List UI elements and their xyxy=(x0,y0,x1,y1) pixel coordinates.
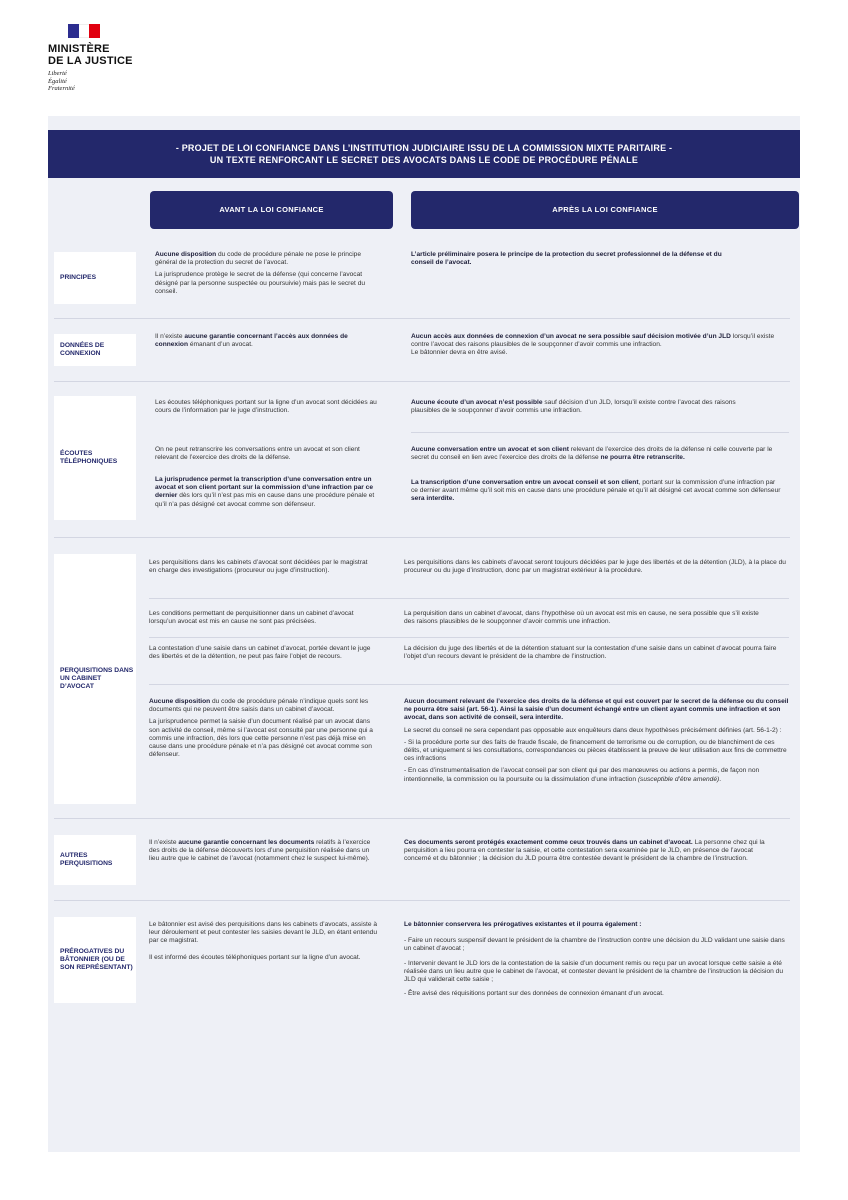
perquisitions-before-2: Les conditions permettant de perquisitionner dans un cabinet d’avocat lorsqu’un avocat est mis en cause ne sont pas précisées. xyxy=(149,610,354,626)
sub-divider xyxy=(149,684,789,685)
document-title-banner: - PROJET DE LOI CONFIANCE DANS L’INSTITUTION JUDICIAIRE ISSU DE LA COMMISSION MIXTE PARITAIRE - UN TEXTE RENFORCANT LE SECRET DES AVOCATS DANS LE CODE DE PROCÉDURE PÉNALE xyxy=(48,130,800,178)
republic-motto: Liberté Égalité Fraternité xyxy=(48,70,75,92)
ecoutes-before-2: On ne peut retranscrire les conversations entre un avocat et son client relevant de l’exercice des droits de la défense. xyxy=(155,446,360,462)
batonnier-before: Le bâtonnier est avisé des perquisitions dans les cabinets d’avocats, assiste à leur déroulement et peut contester les saisies devant le JLD, en étant entendu par ce magistrat. Il est informé des écoutes téléphoniques portant sur la ligne d’un avocat. xyxy=(149,921,377,961)
perquisitions-before-1: Les perquisitions dans les cabinets d’avocat sont décidées par le magistrat en charge des investigations (procureur ou juge d’instruction). xyxy=(149,559,368,575)
perquisitions-before-3: La contestation d’une saisie dans un cabinet d’avocat, portée devant le juge des libertés et de la détention, ne peut pas faire l’objet de recours. xyxy=(149,645,371,661)
row-divider xyxy=(54,900,790,901)
ecoutes-after-1: Aucune écoute d’un avocat n’est possible sauf décision d’un JLD, lorsqu’il existe contre l’avocat des raisons plausibles de le soupçonner d’avoir commis une infraction. xyxy=(411,399,736,415)
row-label-autres-perquisitions: AUTRES PERQUISITIONS xyxy=(54,835,136,885)
perquisitions-after-2: La perquisition dans un cabinet d’avocat, dans l’hypothèse où un avocat est mis en cause, ne sera possible que s’il existe des raisons plausibles de le soupçonner d’avoir commis une infraction. xyxy=(404,610,759,626)
perquisitions-after-1: Les perquisitions dans les cabinets d’avocat seront toujours décidées par le juge des libertés et de la détention (JLD), à la place du procureur ou du juge d’instruction, donc par un magistrat extérieur à la procédure. xyxy=(404,559,786,575)
ministry-logo xyxy=(48,24,158,93)
column-header-before: AVANT LA LOI CONFIANCE xyxy=(150,191,393,229)
row-label-ecoutes: ÉCOUTES TÉLÉPHONIQUES xyxy=(54,396,136,520)
row-divider xyxy=(54,381,790,382)
ecoutes-after-3: La transcription d’une conversation entre un avocat conseil et son client, portant sur la commission d’une infraction par ce dernier avant même qu’il soit mis en cause dans une procédure pénale et qu’il ait désigné cet avocat comme son défenseur sera interdite. xyxy=(411,479,781,503)
perquisitions-before-4: Aucune disposition du code de procédure pénale n’indique quels sont les documents qui ne peuvent être saisis dans un cabinet d’avocat. La jurisprudence permet la saisie d’un document réalisé par un avocat dans son activité de conseil, même si l’avocat est consulté par une personne qui a commis une infraction, dès lors que cette personne n’est pas déjà mise en cause dans une procédure pénale et n’a pas désigné cet avocat comme son défenseur. xyxy=(149,698,373,759)
sub-divider xyxy=(149,637,789,638)
ecoutes-after-2: Aucune conversation entre un avocat et son client relevant de l’exercice des droits de la défense ni celle couverte par le secret du conseil en lien avec l’exercice des droits de la défense ne pourra être retranscrite. xyxy=(411,446,773,462)
ministry-name: MINISTÈRE DE LA JUSTICE xyxy=(48,43,133,67)
row-divider xyxy=(54,318,790,319)
sub-divider xyxy=(149,598,789,599)
perquisitions-after-3: La décision du juge des libertés et de la détention statuant sur la contestation d’une saisie dans un cabinet d’avocat pourra faire l’objet d’un recours devant le président de la chambre de l’instruction. xyxy=(404,645,777,661)
ecoutes-before-3: La jurisprudence permet la transcription d’une conversation entre un avocat et son client portant sur la commission d’une infraction par ce dernier dès lors qu’il n’est pas mis en cause dans une procédure pénale et qu’il n’a pas désigné cet avocat comme son défenseur. xyxy=(155,476,375,508)
autres-after: Ces documents seront protégés exactement comme ceux trouvés dans un cabinet d’avocat. La personne chez qui la perquisition a lieu pourra en contester la saisie, et cette contestation sera examinée par le JLD, en présence de l’avocat concerné et du bâtonnier ; la décision du JLD pourra être contestée devant le président de la chambre de l’instruction. xyxy=(404,839,765,863)
principes-after: L’article préliminaire posera le principe de la protection du secret professionnel de la défense et du conseil de l’avocat. xyxy=(411,251,722,267)
marianne-flag-icon xyxy=(68,24,100,38)
donnees-after: Aucun accès aux données de connexion d’un avocat ne sera possible sauf décision motivée d’un JLD lorsqu’il existe contre l’avocat des raisons plausibles de le soupçonner d’avoir commis une infraction. Le bâtonnier devra en être avisé. xyxy=(411,333,775,357)
row-label-principes: PRINCIPES xyxy=(54,252,136,304)
principes-before: Aucune disposition du code de procédure pénale ne pose le principe général de la protection du secret de l’avocat. La jurisprudence protège le secret de la défense (qui concerne l’avocat désigné par la personne suspectée ou poursuivie) mais pas le secret du conseil. xyxy=(155,251,366,295)
perquisitions-after-4: Aucun document relevant de l’exercice des droits de la défense et qui est couvert par le secret de la défense ou du conseil ne pourra être saisi (art. 56-1). Ainsi la saisie d’un document échangé entre un client ayant commis une infraction et son avocat, dans son activité de conseil, sera interdite. Le secret du conseil ne sera cependant pas opposable aux enquêteurs dans deux hypothèses précisément définies (art. 56-1-2) : - Si la procédure porte sur des faits de fraude fiscale, de financement de terrorisme ou de corruption, ou de blanchiment de ces délits, et uniquement si les consultations, correspondances ou pièces établissent la preuve de leur utilisation aux fins de commettre ces infractions - En cas d’instrumentalisation de l’avocat conseil par son client qui par des manœuvres ou actions a permis, de façon non intentionnelle, la commission ou la poursuite ou la dissimulation d’une infraction (susceptible d’être amendé). xyxy=(404,698,789,783)
row-label-donnees-connexion: DONNÉES DE CONNEXION xyxy=(54,334,136,366)
donnees-before: Il n’existe aucune garantie concernant l’accès aux données de connexion émanant d’un avocat. xyxy=(155,333,348,349)
row-label-perquisitions-cabinet: PERQUISITIONS DANS UN CABINET D’AVOCAT xyxy=(54,554,136,804)
sub-divider xyxy=(411,432,789,433)
column-header-after: APRÈS LA LOI CONFIANCE xyxy=(411,191,799,229)
row-divider xyxy=(54,537,790,538)
ecoutes-before-1: Les écoutes téléphoniques portant sur la ligne d’un avocat sont décidées au cours de l’information par le juge d’instruction. xyxy=(155,399,377,415)
batonnier-after: Le bâtonnier conservera les prérogatives existantes et il pourra également : - Faire un recours suspensif devant le président de la chambre de l’instruction contre une décision du JLD validant une saisie dans un cabinet d’avocat ; - Intervenir devant le JLD lors de la contestation de la saisie d’un document remis ou reçu par un avocat lorsque cette saisie a été réalisée dans un lieu autre que le cabinet de l’avocat, et contester devant le président de la chambre de l’instruction la décision du JLD qui validerait cette saisie ; - Être avisé des réquisitions portant sur des données de connexion émanant d’un avocat. xyxy=(404,921,785,998)
autres-before: Il n’existe aucune garantie concernant les documents relatifs à l’exercice des droits de la défense découverts lors d’une perquisition réalisée dans un lieu autre que le cabinet de l’avocat (notamment chez le suspect lui-même). xyxy=(149,839,371,863)
row-divider xyxy=(54,818,790,819)
row-label-prerogatives-batonnier: PRÉROGATIVES DU BÂTONNIER (OU DE SON REPRÉSENTANT) xyxy=(54,917,136,1003)
